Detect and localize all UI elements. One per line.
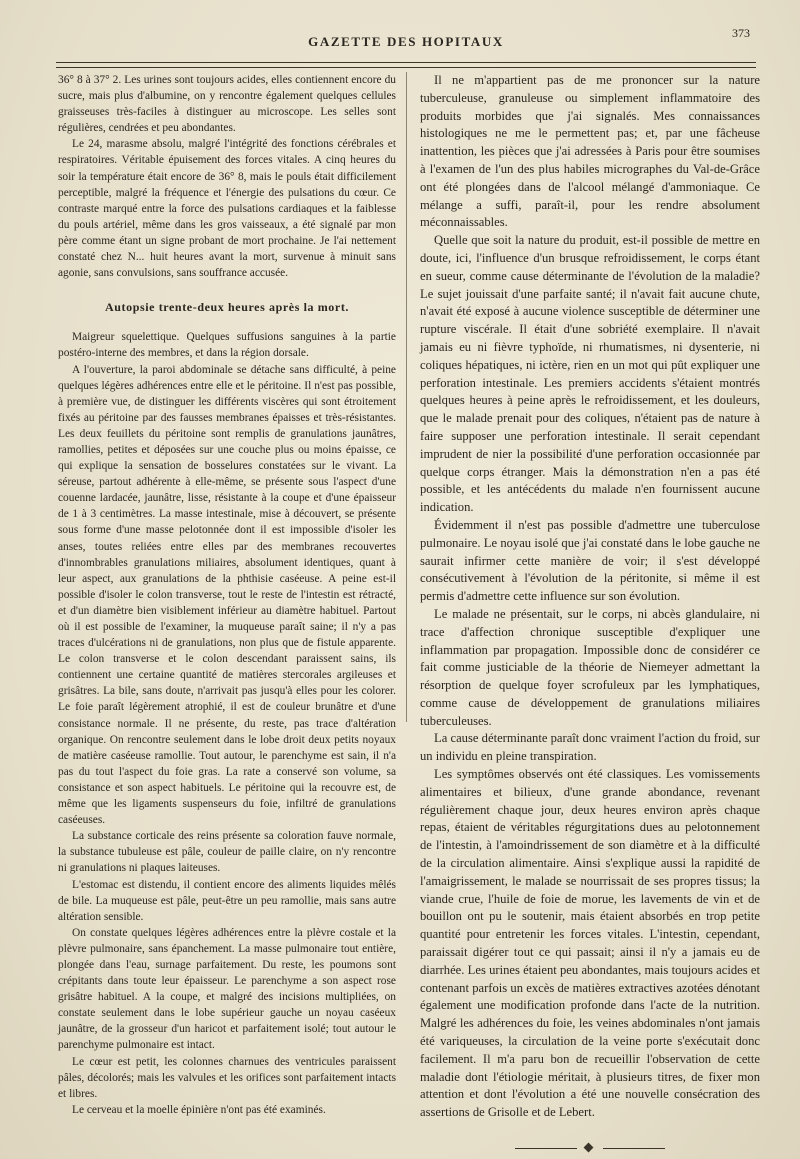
paragraph: Il ne m'appartient pas de me prononcer sur la nature tuberculeuse, granuleuse ou simplement inflammatoire des produits morbides que j'ai signalés. Mes connaissances histologiques ne me le permettent pas; et, par une fâcheuse inattention, les pièces que j'ai adressées à Paris pour être soumises à l'examen de l'un des plus habiles micrographes du Val-de-Grâce ont été plongées dans de l'alcool mélangé d'ammoniaque. Ce mélange a suffi, paraît-il, pour les rendre absolument méconnaissables. <box>420 73 760 230</box>
journal-title: GAZETTE DES HOPITAUX <box>308 34 504 49</box>
paragraph: Le 24, marasme absolu, malgré l'intégrité des fonctions cérébrales et respiratoires. Véritable épuisement des forces vitales. A cinq heures du soir la température était encore de 36° 8, mais le pouls était difficilement perceptible, malgré la fréquence et l'énergie des pulsations du cœur. Ce contraste marqué entre la force des pulsations cardiaques et la faiblesse du pouls artériel, même dans les gros vaisseaux, a été signalé par mon père comme étant un signe probant de mort prochaine. Je l'ai nettement constaté chez N... huit heures avant la mort, survenue à minuit sans agonie, sans convulsions, sans souffrance accusée. <box>58 138 396 280</box>
page-header <box>56 22 756 62</box>
paragraph: Les symptômes observés ont été classiques. Les vomissements alimentaires et bilieux, d'une grande abondance, revenant régulièrement chaque jour, deux heures environ après chaque repas, étaient de véritables régurgitations dues au pelotonnement de l'intestin, à l'amoindrissement de son diamètre et à la difficulté de la circulation alimentaire. Ainsi s'explique aussi la rapidité de l'amaigrissement, le malade se nourrissait de ses propres tissus; la viande crue, l'huile de foie de morue, les lavements de vin et de bouillon ont pu le soutenir, mais étaient absorbés en trop petite quantité pour entretenir les forces vitales. L'intestin, cependant, paraissait digérer tout ce qui passait; ainsi il n'y a jamais eu de diarrhée. Les urines étaient peu abondantes, mais toujours acides et contenant parfois un excès de matières extractives azotées dénotant également une modification profonde dans l'acte de la nutrition. Malgré les adhérences du foie, les veines abdominales n'ont jamais été variqueuses, la circulation de la veine porte s'exécutait donc facilement. Il m'a paru bon de recueillir l'observation de cette maladie dont l'étiologie méritait, à plusieurs titres, de fixer mon attention et dont l'évolution a été une nouvelle consécration des assertions de Grisolle et de Lebert. <box>420 767 760 1120</box>
paragraph: A l'ouverture, la paroi abdominale se détache sans difficulté, à peine quelques légères adhérences entre elle et le péritoine. Il n'est pas possible, à première vue, de distinguer les différents viscères qui sont étroitement fixés au péritoine par des fausses membranes épaisses et très-résistantes. Les deux feuillets du péritoine sont remplis de granulations jaunâtres, ramollies, petites et déposées sur une couche plus ou moins épaisse, ce qui explique la sensation de bosselures constatées sur le vivant. La séreuse, partout adhérente à elle-même, se présente sous l'aspect d'une couenne lardacée, jaunâtre, lisse, résistante à la coupe et d'une épaisseur de 1 à 3 centimètres. La masse intestinale, mise à découvert, se présente sous forme d'une masse pelotonnée dont il est impossible d'isoler les anses, toutes reliées entre elles par des membranes recouvertes d'innombrables granulations miliaires, absolument identiques, quant à leur aspect, aux granulations de la phthisie caséeuse. A peine est-il possible d'isoler le colon transverse, tout le reste de l'intestin est rétracté, et d'un diamètre bien visiblement inférieur au diamètre habituel. Partout où il est possible de l'examiner, la muqueuse paraît saine; il n'y a pas traces d'ulcérations ni de granulations, non plus que de fistule apparente. Le colon transverse et le colon descendant paraissent sains, ils contiennent une certaine quantité de matières stercorales argileuses et grisâtres. La bile, sans doute, n'arrivait pas jusqu'à elles pour les colorer. Le foie paraît légèrement atrophié, il est de couleur brunâtre et d'une consistance normale. Il ne présente, du reste, pas trace d'altération organique. On rencontre seulement dans le lobe droit deux petits noyaux de matière caséeuse ramollie. Tout autour, le parenchyme est sain, il n'a pas du tout l'aspect du foie gras. La rate a conservé son volume, sa consistance et son aspect habituels. Le péritoine qui la recouvre est, de même que les ligaments suspenseurs du foie, infiltré de granulations caséeuses. <box>58 363 396 827</box>
ornament-line-right <box>603 1148 665 1149</box>
ornament-line-left <box>515 1148 577 1149</box>
paragraph: Le malade ne présentait, sur le corps, ni abcès glandulaire, ni trace d'affection chronique susceptible d'expliquer une inflammation par propagation. Impossible donc de considérer ce fait comme justiciable de la théorie de Niemeyer admettant la résorption de quelque foyer scrofuleux par les lymphatiques, comme cause de développement de granulations miliaires tuberculeuses. <box>420 606 760 728</box>
header-rule <box>56 62 756 68</box>
end-ornament <box>515 1144 665 1154</box>
paragraph: La substance corticale des reins présente sa coloration fauve normale, la substance tubuleuse est pâle, couleur de paille claire, on n'y rencontre ni granulations ni plaques laiteuses. <box>58 830 396 875</box>
page-number: 373 <box>732 26 750 40</box>
paragraph: Le cerveau et la moelle épinière n'ont pas été examinés. <box>72 1103 326 1116</box>
diamond-icon <box>584 1143 594 1153</box>
right-column <box>420 72 760 1154</box>
left-column <box>58 72 396 1118</box>
paragraph: On constate quelques légères adhérences entre la plèvre costale et la plèvre pulmonaire, sans épanchement. La masse pulmonaire tout entière, plongée dans l'eau, surnage parfaitement. Du reste, les poumons sont crépitants dans toute leur épaisseur. Le parenchyme a son aspect rose grisâtre habituel. A la coupe, et malgré des incisions multipliées, on constate seulement dans le lobe supérieur gauche un noyau caséeux jaunâtre, de la grosseur d'un haricot et parfaitement isolé; tout autour le parenchyme pulmonaire est intact. <box>58 926 396 1052</box>
paragraph: Le cœur est petit, les colonnes charnues des ventricules paraissent pâles, décolorés; mais les valvules et les orifices sont parfaitement intacts et libres. <box>58 1055 396 1100</box>
paragraph: 36° 8 à 37° 2. Les urines sont toujours acides, elles contiennent encore du sucre, mais plus d'albumine, on y rencontre également quelques cellules graisseuses très-faciles à distinguer au microscope. Les selles sont régulières, cendrées et peu abondantes. <box>58 74 396 135</box>
paragraph: Évidemment il n'est pas possible d'admettre une tuberculose pulmonaire. Le noyau isolé que j'ai constaté dans le lobe gauche ne saurait infirmer cette manière de voir; il s'est développé consécutivement à l'évolution de la péritonite, si même il est permis d'admettre cette influence sur son évolution. <box>420 517 760 604</box>
column-divider <box>406 72 407 722</box>
paragraph: L'estomac est distendu, il contient encore des aliments liquides mêlés de bile. La muqueuse est pâle, peut-être un peu ramollie, mais sans autre altération sensible. <box>58 878 396 923</box>
paragraph: La cause déterminante paraît donc vraiment l'action du froid, sur un individu en pleine transpiration. <box>420 731 760 764</box>
paragraph: Maigreur squelettique. Quelques suffusions sanguines à la partie postéro-interne des membres, et dans la région dorsale. <box>58 331 396 360</box>
section-heading: Autopsie trente-deux heures après la mort. <box>104 300 350 315</box>
paragraph: Quelle que soit la nature du produit, est-il possible de mettre en doute, ici, l'influence d'un brusque refroidissement, le corps étant en sueur, comme cause déterminante de l'évolution de la maladie? Le sujet jouissait d'une parfaite santé; il n'avait fait aucune chute, n'avait été exposé à aucune violence susceptible de déterminer une rupture viscérale. Il était d'une sobriété exemplaire. Il n'avait jamais eu ni fièvre typhoïde, ni rhumatismes, ni dysenterie, ni coliques hépatiques, ni ictère, rien en un mot qui pût expliquer une perforation intestinale. Les premiers accidents s'étaient montrés quelques heures à peine après le refroidissement, et les douleurs, que le malade prenait pour des coliques, n'étaient pas de nature à faire supposer une perforation intestinale. Il serait cependant imprudent de nier la possibilité d'une perforation occasionnée par quelque corps étranger. Mais la démonstration n'en a pas été possible, et les antécédents du malade n'en fournissent aucune indication. <box>420 233 760 515</box>
